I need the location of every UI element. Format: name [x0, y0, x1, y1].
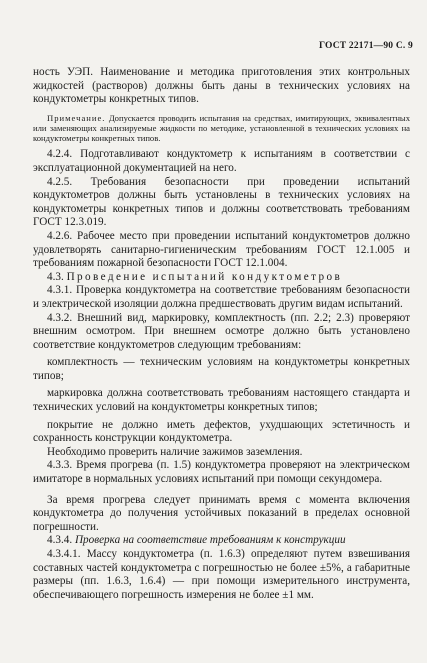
list-item-marking: маркировка должна соответствовать требованиям настоящего стандарта и технических условий на кондуктометры конкретных типов; [33, 387, 410, 414]
paragraph-continuation: ность УЭП. Наименование и методика приготовления этих контрольных жидкостей (растворов) должны быть даны в технических условиях на кондуктометры конкретных типов. [33, 66, 410, 106]
list-item-completeness: комплектность — техническим условиям на кондуктометры конкретных типов; [33, 356, 410, 382]
body-text [33, 66, 410, 602]
subsection-heading-4-3-4 [33, 534, 410, 548]
subsection-number-4-3-4: 4.3.4. [47, 534, 73, 547]
paragraph-grounding-clamps: Необходимо проверить наличие зажимов заземления. [47, 445, 303, 458]
paragraph-4-3-2: 4.3.2. Внешний вид, маркировку, комплектность (пп. 2.2; 2.3) проверяют внешним осмотром. При внешнем осмотре должно быть установлено соответствие кондуктометров следующим требованиям: [33, 311, 410, 351]
note-paragraph [33, 113, 410, 144]
paragraph-4-3-3: 4.3.3. Время прогрева (п. 1.5) кондуктометра проверяют на электрическом имитаторе в нормальных условиях испытаний при помощи секундомера. [33, 459, 410, 486]
section-heading-4-3 [33, 271, 410, 285]
subsection-title-4-3-4: Проверка на соответствие требованиям к конструкции [74, 534, 346, 547]
section-title-4-3: Проведение испытаний кондуктометров [66, 270, 343, 283]
paragraph-4-2-4: 4.2.4. Подготавливают кондуктометр к испытаниям в соответствии с эксплуатационной документацией на него. [33, 148, 410, 174]
running-header: ГОСТ 22171—90 С. 9 [319, 41, 413, 51]
section-number-4-3: 4.3. [47, 270, 64, 283]
paragraph-warmup-definition: За время прогрева следует принимать время с момента включения кондуктометра до получения устойчивых показаний в пределах основной погрешности. [33, 493, 410, 533]
list-item-surface: покрытие не должно иметь дефектов, ухудшающих эстетичность и сохранность конструкции кондуктометра. [33, 418, 410, 445]
paragraph-4-2-5: 4.2.5. Требования безопасности при проведении испытаний кондуктометров должны быть установлены в технических условиях на кондуктометры конкретных типов и должны соответствовать требованиям ГОСТ 12.3.019. [33, 175, 410, 229]
paragraph-4-3-4-1: 4.3.4.1. Массу кондуктометра (п. 1.6.3) определяют путем взвешивания составных частей кондуктометра с погрешностью не более ±5%, а габаритные размеры (пп. 1.6.3, 1.6.4) — при помощи измерительного инструмента, обеспечивающего погрешность измерения не более ±1 мм. [33, 548, 410, 601]
note-text: Допускается проводить испытания на средствах, имитирующих, эквивалентных или заменяющих анализируемые жидкости по методике, установленной в технических условиях на кондуктометры конкретных типов. [33, 112, 410, 144]
paragraph-4-3-1: 4.3.1. Проверка кондуктометра на соответствие требованиям безопасности и электрической изоляции должна предшествовать другим видам испытаний. [33, 284, 410, 310]
paragraph-4-2-6: 4.2.6. Рабочее место при проведении испытаний кондуктометров должно удовлетворять санитарно-гигиеническим требованиям ГОСТ 12.1.005 и требованиям пожарной безопасности ГОСТ 12.1.004. [33, 229, 410, 270]
note-label: Примечание. [47, 112, 106, 123]
